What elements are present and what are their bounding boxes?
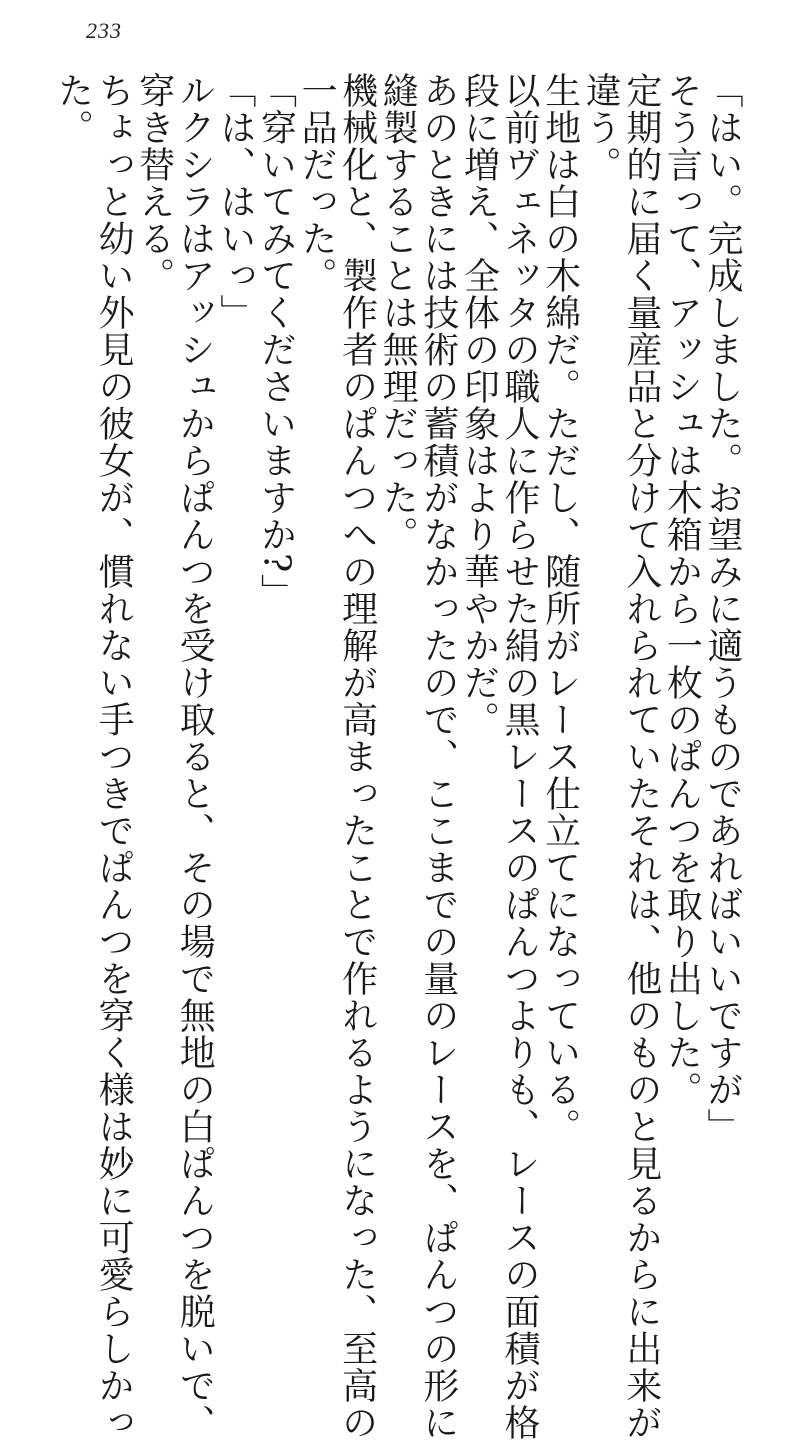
text-line: 機械化と、製作者のぱんつへの理解が高まったことで作れるようになった、至高の <box>336 72 378 1441</box>
page-number: 233 <box>86 18 122 43</box>
text-line: 「は、はいっ」 <box>214 72 256 331</box>
text-line: 定期的に届く量産品と分けて入れられていたそれは、他のものと見るからに出来が <box>620 72 662 1441</box>
text-line: た。 <box>52 72 94 146</box>
text-line: 以前ヴェネッタの職人に作らせた絹の黒レースのぱんつよりも、レースの面積が格 <box>499 72 541 1441</box>
text-line: 「穿いてみてくださいますか?」 <box>255 72 297 611</box>
text-line: 一品だった。 <box>296 72 338 294</box>
text-line: 生地は白の木綿だ。ただし、随所がレース仕立てになっている。 <box>539 72 581 1145</box>
text-line: 違う。 <box>580 72 622 183</box>
text-line: 縫製することは無理だった。 <box>377 72 419 553</box>
text-line: ルクシラはアッシュからぱんつを受け取ると、その場で無地の白ぱんつを脱いで、 <box>174 72 216 1441</box>
text-line: あのときには技術の蓄積がなかったので、ここまでの量のレースを、ぱんつの形に <box>417 72 459 1441</box>
text-line: 「はい。完成しました。お望みに適うものであればいいですが」 <box>702 72 743 1145</box>
text-line: 穿き替える。 <box>133 72 175 294</box>
text-line: 段に増え、全体の印象はより華やかだ。 <box>458 72 500 738</box>
text-line: ちょっと幼い外見の彼女が、慣れない手つきでぱんつを穿く様は妙に可愛らしかっ <box>93 72 135 1441</box>
vertical-text-body <box>52 72 743 1441</box>
text-line: そう言って、アッシュは木箱から一枚のぱんつを取り出した。 <box>661 72 703 1108</box>
